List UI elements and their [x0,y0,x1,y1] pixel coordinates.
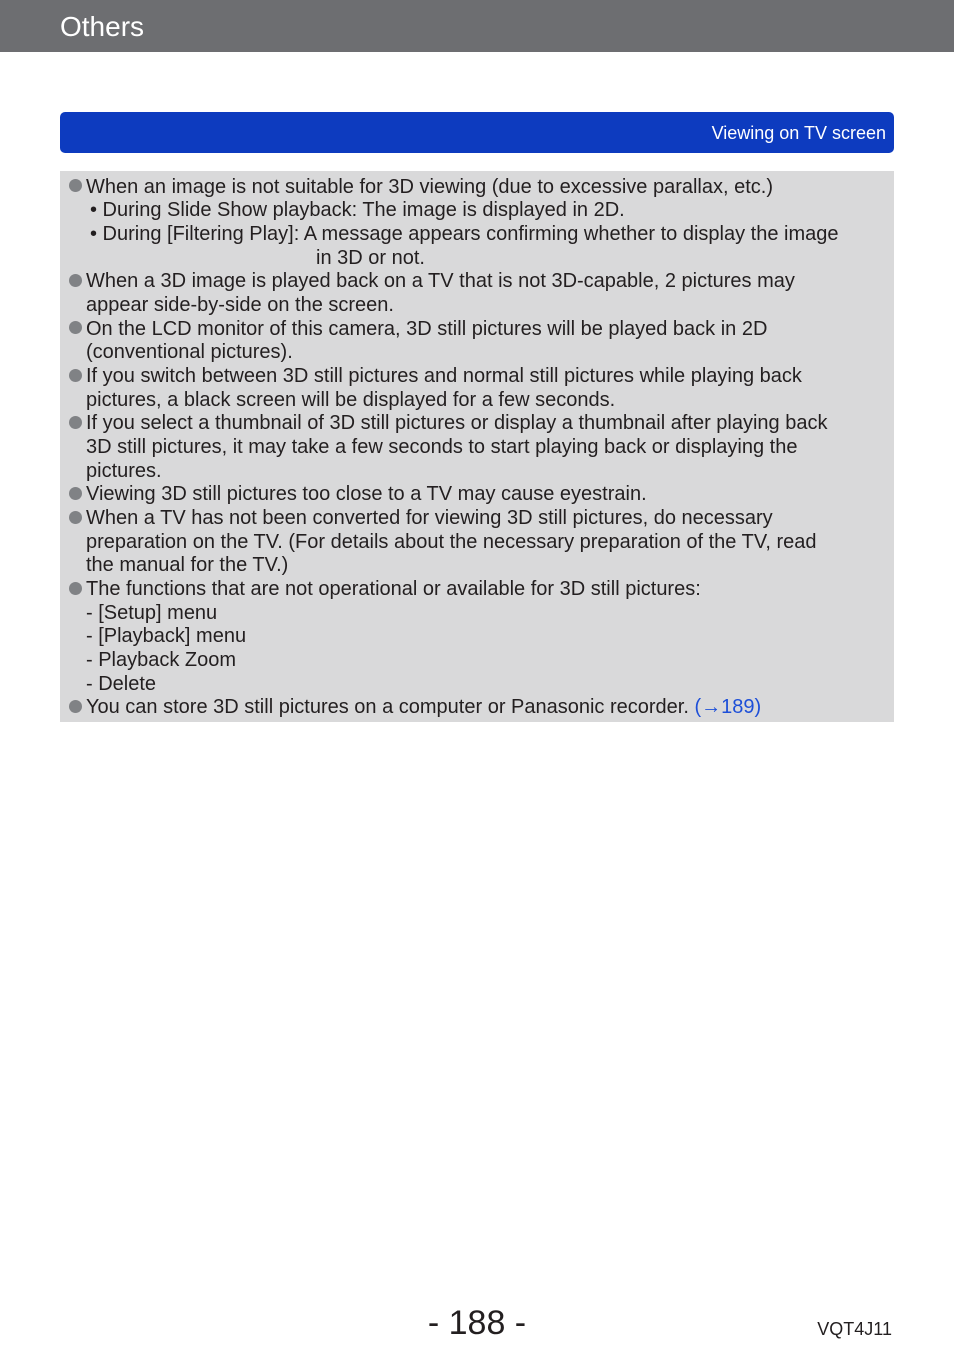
bullet-icon [69,487,82,500]
bullet-icon [69,416,82,429]
note-text: Viewing 3D still pictures too close to a TV may cause eyestrain. [86,483,647,505]
note-text: the manual for the TV.) [86,554,289,576]
header-title: Others [60,11,145,42]
note-text: If you switch between 3D still pictures and normal still pictures while playing back [86,365,802,387]
note-text: When an image is not suitable for 3D viewing (due to excessive parallax, etc.) [86,176,774,198]
document-code: VQT4J11 [817,1319,892,1339]
bullet-icon [69,321,82,334]
bullet-icon [69,179,82,192]
bullet-icon [69,700,82,713]
note-text: preparation on the TV. (For details about the necessary preparation of the TV, read [86,531,817,553]
note-text: pictures, a black screen will be displayed for a few seconds. [86,389,616,411]
note-text: pictures. [86,460,162,482]
note-subitem: - [Setup] menu [86,602,218,624]
note-subitem: • During [Filtering Play]: A message appears confirming whether to display the image [90,223,839,245]
bullet-icon [69,274,82,287]
note-text [86,695,761,719]
note-text: When a 3D image is played back on a TV that is not 3D-capable, 2 pictures may [86,270,795,292]
note-subitem: - [Playback] menu [86,625,247,647]
page-reference-link[interactable]: (→189) [694,696,762,718]
bullet-icon [69,582,82,595]
section-title: Viewing on TV screen [711,123,886,143]
note-subitem: in 3D or not. [316,247,425,269]
note-subitem: • During Slide Show playback: The image is displayed in 2D. [90,199,625,221]
bullet-icon [69,369,82,382]
note-text: (conventional pictures). [86,341,293,363]
note-text: The functions that are not operational or available for 3D still pictures: [86,578,701,600]
note-subitem: - Delete [86,673,157,695]
bullet-icon [69,511,82,524]
note-text: On the LCD monitor of this camera, 3D still pictures will be played back in 2D [86,318,768,340]
note-text: If you select a thumbnail of 3D still pictures or display a thumbnail after playing back [86,412,828,434]
page-header [0,0,954,52]
notes-box [60,171,894,722]
note-text: appear side-by-side on the screen. [86,294,394,316]
section-bar [60,112,894,153]
page-number: - 188 - [427,1304,527,1342]
note-text-content: You can store 3D still pictures on a computer or Panasonic recorder. [86,696,689,718]
note-text: 3D still pictures, it may take a few seconds to start playing back or displaying the [86,436,798,458]
note-text: When a TV has not been converted for viewing 3D still pictures, do necessary [86,507,773,529]
note-subitem: - Playback Zoom [86,649,237,671]
